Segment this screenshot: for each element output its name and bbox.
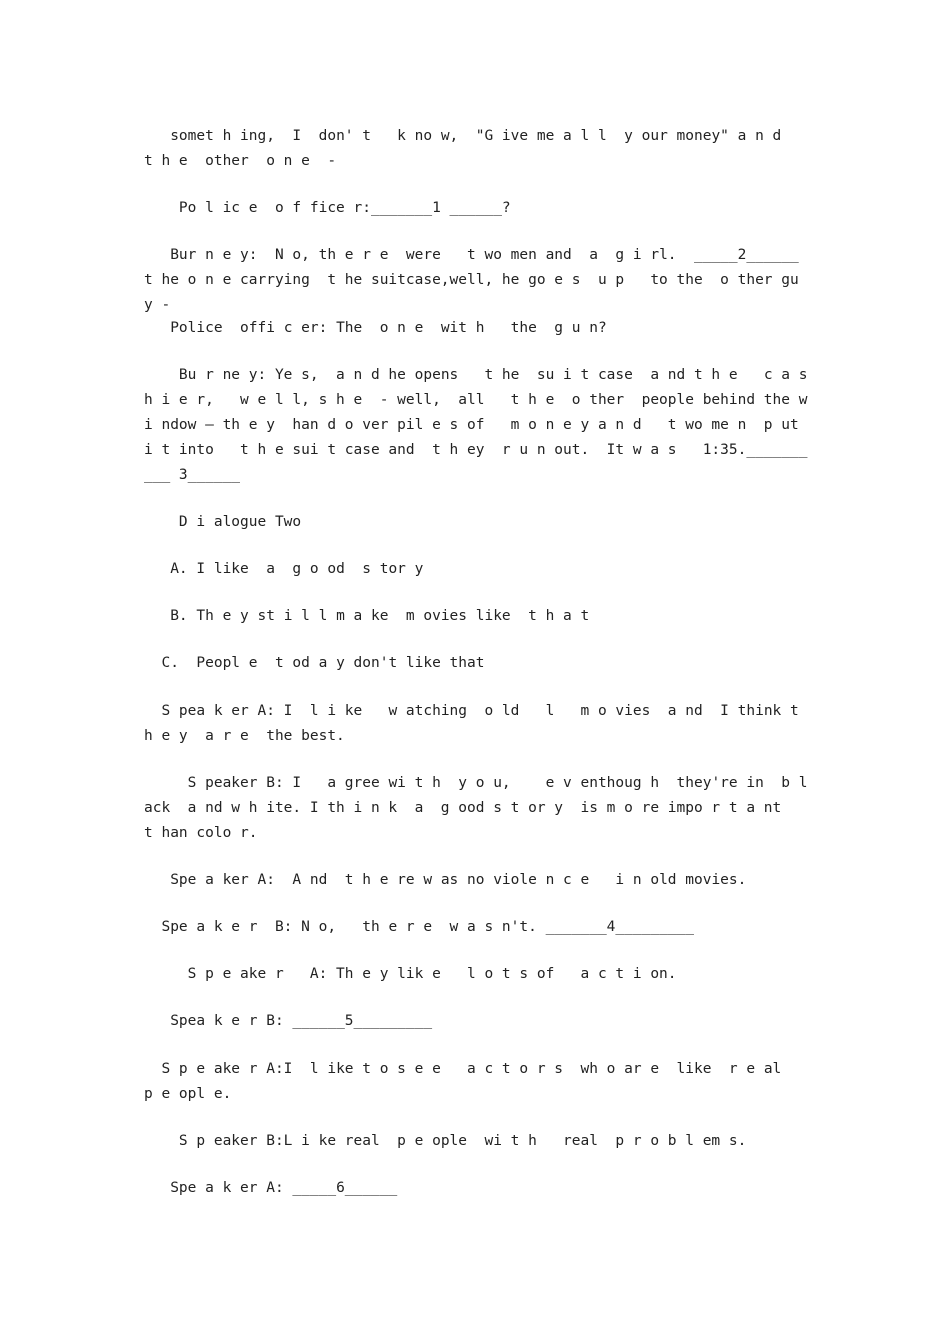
dialogue-line-speaker-a-action: S p e ake r A: Th e y lik e l o t s of a c t i on. (144, 966, 677, 982)
option-a: A. I like a g o od s tor y (144, 561, 424, 577)
dialogue-line-speaker-a-blank-6: Spe a k er A: _____6______ (144, 1180, 398, 1196)
dialogue-line-burney-blank-3: Bu r ne y: Ye s, a n d he opens t he su i t case a nd t h e c a s h i e r, w e l l, s h e - well, all t h e o ther people behind the w i ndow — th e y han d o ver pil e s of m o n e y a n d t wo me n p ut i t into t h e sui t case and t h ey r u n out. It w a s 1:35.__________ 3______ (144, 367, 825, 483)
dialogue-line-speaker-a-old-movies: S pea k er A: I l i ke w atching o ld l m o vies a nd I think t h e y a r e the best. (144, 703, 808, 744)
section-heading-dialogue-two: D i alogue Two (144, 514, 302, 530)
dialogue-line-speaker-b-real-problems: S p eaker B:L i ke real p e ople wi t h real p r o b l em s. (144, 1133, 747, 1149)
option-c: C. Peopl e t od a y don't like that (144, 655, 485, 671)
narrative-paragraph-intro: somet h ing, I don' t k no w, "G ive me a l l y our money" a n d t h e other o n e - (144, 128, 808, 169)
dialogue-line-burney-blank-2: Bur n e y: N o, th e r e were t wo men and a g i rl. _____2______ t he o n e carrying t he suitcase,well, he go e s u p to the o ther gu y - (144, 247, 808, 313)
option-b: B. Th e y st i l l m a ke m ovies like t h a t (144, 608, 590, 624)
dialogue-line-speaker-b-agree: S peaker B: I a gree wi t h y o u, e v enthoug h they're in b l ack a nd w h ite. I th i n k a g ood s t or y is m o re impo r t a nt t han colo r. (144, 775, 817, 841)
dialogue-line-police-gun: Police offi c er: The o n e wit h the g u n? (144, 320, 607, 336)
dialogue-line-speaker-a-real-people: S p e ake r A:I l ike t o s e e a c t o r s wh o ar e like r e al p e opl e. (144, 1061, 808, 1102)
dialogue-line-speaker-b-blank-4: Spe a k e r B: N o, th e r e w a s n't. _______4_________ (144, 919, 694, 935)
dialogue-line-speaker-a-violence: Spe a ker A: A nd t h e re w as no viole n c e i n old movies. (144, 872, 747, 888)
dialogue-line-speaker-b-blank-5: Spea k e r B: ______5_________ (144, 1013, 433, 1029)
dialogue-line-police-blank-1: Po l ic e o f fice r:_______1 ______? (144, 200, 511, 216)
